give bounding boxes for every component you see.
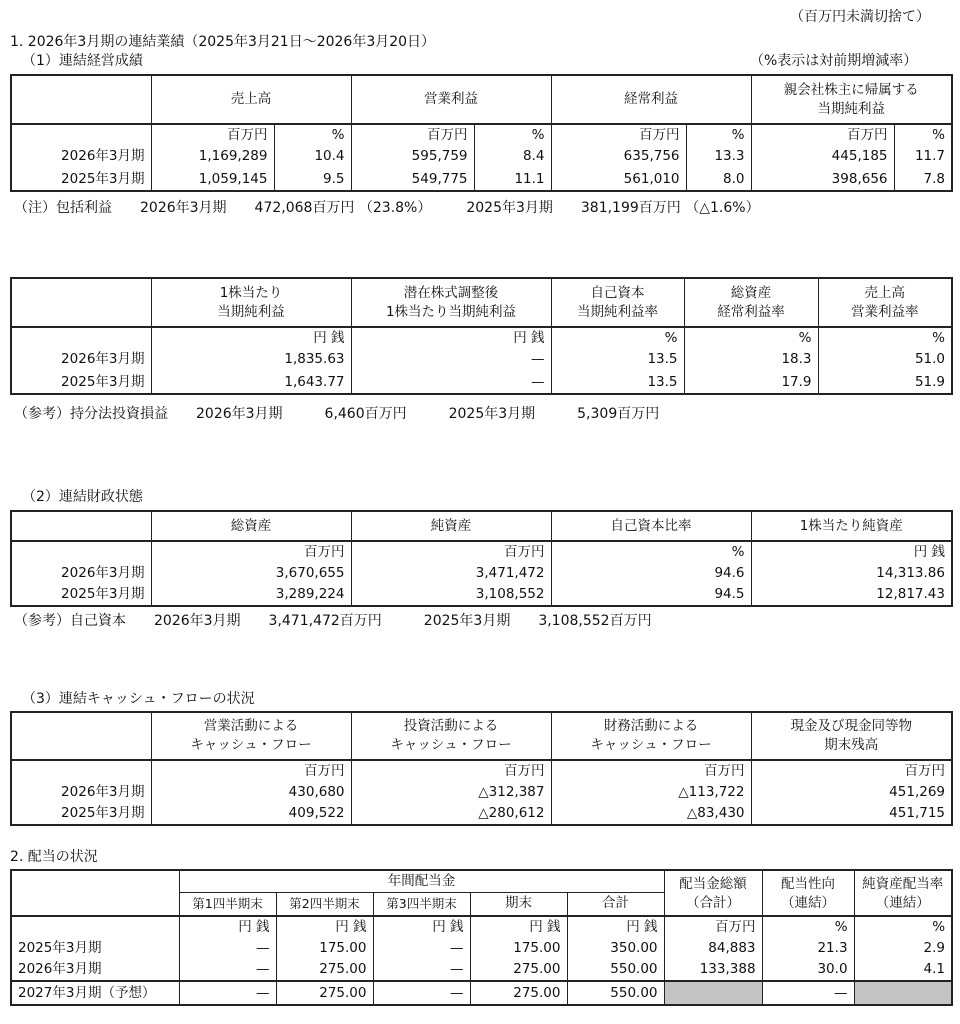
value-cell: 3,670,655 — [151, 562, 351, 584]
header-roa — [684, 278, 818, 327]
header-year-end: 期末 — [470, 892, 567, 916]
header-payout-ratio-line2: （連結） — [781, 895, 836, 911]
table-row — [11, 781, 952, 803]
value-cell: 409,522 — [151, 803, 351, 825]
unit-cell: 百万円 — [551, 760, 751, 781]
value-cell: 175.00 — [470, 937, 567, 959]
header-roa-line1: 総資産 — [730, 284, 772, 301]
value-cell: 550.00 — [567, 959, 664, 981]
equity-capital-note: （参考）自己資本 2026年3月期 3,471,472百万円 2025年3月期 3,108,552百万円 — [14, 613, 652, 629]
comprehensive-income-note: （注）包括利益 2026年3月期 472,068百万円 （23.8%） 2025年3月期 381,199百万円 （△1.6%） — [14, 200, 760, 216]
table-row — [11, 168, 952, 191]
value-cell: — — [179, 959, 276, 981]
unit-cell: % — [932, 329, 945, 346]
header-financing-cf-line1: 財務活動による — [603, 718, 699, 734]
dividend-table — [10, 869, 953, 1006]
value-cell: 1,643.77 — [151, 371, 351, 394]
s1-1-right-note: （%表示は対前期増減率） — [750, 53, 918, 69]
value-cell: — — [373, 937, 470, 959]
header-ordinary-income: 経常利益 — [551, 75, 751, 124]
header-financing-cf — [551, 712, 751, 760]
unit-cell: % — [474, 124, 551, 145]
header-investing-cf — [351, 712, 551, 760]
header-net-income — [751, 75, 952, 124]
value-cell: 21.3 — [762, 937, 854, 959]
value-cell: 275.00 — [470, 959, 567, 981]
unit-cell: 百万円 — [351, 760, 551, 781]
header-investing-cf-line1: 投資活動による — [403, 718, 499, 734]
value-cell: 11.7 — [914, 148, 945, 164]
value-cell: 94.6 — [551, 562, 751, 584]
value-cell: 11.1 — [474, 168, 551, 191]
header-blank — [11, 75, 151, 124]
value-cell: 3,289,224 — [151, 584, 351, 606]
value-cell: 10.4 — [274, 145, 351, 168]
header-blank — [11, 511, 151, 541]
value-cell: △280,612 — [351, 803, 551, 825]
unit-cell: 円 銭 — [373, 916, 470, 937]
header-payout-ratio — [762, 870, 854, 916]
value-cell: 51.9 — [914, 373, 945, 390]
value-cell: 2.9 — [923, 939, 946, 956]
value-cell: 635,756 — [551, 145, 686, 168]
value-cell: △83,430 — [551, 803, 751, 825]
table-row — [11, 562, 952, 584]
header-bps: 1株当たり純資産 — [799, 517, 903, 534]
s1-1-title: （1）連結経営成績 — [22, 53, 143, 69]
value-cell: 175.00 — [276, 937, 373, 959]
header-net-assets: 純資産 — [351, 511, 551, 541]
value-cell: 7.8 — [923, 170, 945, 187]
header-op-margin-line2: 営業利益率 — [851, 303, 919, 320]
header-eps-line1: 1株当たり — [219, 284, 283, 301]
header-dividend-on-equity — [854, 870, 952, 916]
unit-note: （百万円未満切捨て） — [790, 9, 930, 25]
unit-cell: % — [932, 918, 946, 935]
value-cell: 9.5 — [274, 168, 351, 191]
value-cell: 451,715 — [889, 805, 945, 821]
value-cell: 3,471,472 — [351, 562, 551, 584]
value-cell: 3,108,552 — [351, 584, 551, 606]
header-blank — [11, 712, 151, 760]
header-roe-line1: 自己資本 — [590, 284, 645, 301]
row-label: 2026年3月期 — [11, 562, 151, 584]
header-net-income-line2: 当期純利益 — [817, 100, 885, 117]
unit-cell: 円 銭 — [351, 327, 551, 348]
value-cell: 275.00 — [470, 981, 567, 1005]
shaded-cell — [664, 981, 762, 1005]
header-op-margin — [818, 278, 952, 327]
value-cell: 1,169,289 — [151, 145, 274, 168]
header-eps — [151, 278, 351, 327]
table-row — [11, 348, 952, 371]
value-cell: 595,759 — [351, 145, 474, 168]
equity-method-note: （参考）持分法投資損益 2026年3月期 6,460百万円 2025年3月期 5,309百万円 — [14, 406, 660, 422]
shaded-cell — [854, 981, 952, 1005]
cash-flow-table — [10, 711, 953, 826]
unit-cell: % — [932, 126, 945, 143]
header-investing-cf-line2: キャッシュ・フロー — [390, 737, 512, 753]
header-q3: 第3四半期末 — [373, 892, 470, 916]
value-cell: 18.3 — [684, 348, 818, 371]
value-cell: 4.1 — [923, 961, 946, 977]
header-operating-cf-line1: 営業活動による — [203, 718, 299, 734]
value-cell: — — [762, 981, 854, 1005]
table-row — [11, 371, 952, 394]
value-cell: 12,817.43 — [876, 586, 945, 602]
value-cell: 17.9 — [684, 371, 818, 394]
row-label: 2025年3月期 — [11, 584, 151, 606]
header-roa-line2: 経常利益率 — [717, 303, 785, 320]
unit-cell: 百万円 — [664, 916, 762, 937]
row-label: 2026年3月期 — [11, 781, 151, 803]
header-net-income-line1: 親会社株主に帰属する — [783, 81, 919, 98]
header-dividend-on-equity-line1: 純資産配当率 — [862, 876, 944, 892]
unit-cell: % — [274, 124, 351, 145]
value-cell: — — [179, 937, 276, 959]
value-cell: 549,775 — [351, 168, 474, 191]
financial-position-table — [10, 510, 953, 607]
value-cell: — — [373, 959, 470, 981]
value-cell: 8.4 — [474, 145, 551, 168]
value-cell: △312,387 — [351, 781, 551, 803]
header-financing-cf-line2: キャッシュ・フロー — [590, 737, 712, 753]
value-cell: 14,313.86 — [876, 564, 945, 581]
header-total-dividend-line2: （合計） — [686, 895, 741, 911]
value-cell: △113,722 — [551, 781, 751, 803]
header-cash-balance — [751, 712, 952, 760]
header-blank — [11, 278, 151, 327]
unit-cell: 円 銭 — [470, 916, 567, 937]
header-diluted-eps-line2: 1株当たり当期純利益 — [385, 303, 517, 320]
header-cash-balance-line1: 現金及び現金同等物 — [790, 718, 912, 734]
table-row-forecast — [11, 981, 952, 1005]
unit-cell: 円 銭 — [567, 916, 664, 937]
unit-blank — [11, 541, 151, 562]
header-q1: 第1四半期末 — [179, 892, 276, 916]
value-cell: — — [351, 371, 551, 394]
table-row — [11, 803, 952, 825]
header-sales: 売上高 — [151, 75, 351, 124]
value-cell: 275.00 — [276, 981, 373, 1005]
unit-cell: 百万円 — [351, 541, 551, 562]
unit-cell: 円 銭 — [913, 543, 945, 560]
header-cash-balance-line2: 期末残高 — [824, 737, 879, 753]
unit-cell: % — [762, 916, 854, 937]
row-label: 2026年3月期 — [11, 145, 151, 168]
value-cell: 1,835.63 — [151, 348, 351, 371]
header-total-assets: 総資産 — [151, 511, 351, 541]
unit-blank — [11, 916, 179, 937]
header-annual-dividend: 年間配当金 — [179, 870, 664, 892]
header-operating-income: 営業利益 — [351, 75, 551, 124]
header-total-dividend — [664, 870, 762, 916]
header-op-margin-line1: 売上高 — [864, 284, 905, 301]
unit-cell: 百万円 — [551, 124, 686, 145]
value-cell: 561,010 — [551, 168, 686, 191]
unit-cell: % — [684, 327, 818, 348]
header-diluted-eps-line1: 潜在株式調整後 — [403, 284, 499, 301]
unit-cell: 百万円 — [151, 760, 351, 781]
row-label: 2025年3月期 — [11, 168, 151, 191]
value-cell: 84,883 — [664, 937, 762, 959]
s1-3-title: （3）連結キャッシュ・フローの状況 — [22, 691, 255, 707]
header-operating-cf-line2: キャッシュ・フロー — [190, 737, 312, 753]
row-label: 2026年3月期 — [11, 959, 179, 981]
unit-cell: % — [686, 124, 751, 145]
unit-cell: 百万円 — [351, 124, 474, 145]
value-cell: — — [351, 348, 551, 371]
value-cell: 51.0 — [914, 351, 945, 367]
row-label: 2026年3月期 — [11, 348, 151, 371]
row-label: 2025年3月期 — [11, 371, 151, 394]
unit-cell: 百万円 — [151, 124, 274, 145]
value-cell: 350.00 — [567, 937, 664, 959]
value-cell: 8.0 — [686, 168, 751, 191]
value-cell: 445,185 — [751, 145, 894, 168]
table-row — [11, 959, 952, 981]
header-blank — [11, 870, 179, 916]
value-cell: — — [179, 981, 276, 1005]
s1-2-title: （2）連結財政状態 — [22, 489, 143, 505]
value-cell: 13.5 — [551, 371, 684, 394]
value-cell: 13.5 — [551, 348, 684, 371]
section2-title: 2. 配当の状況 — [10, 849, 98, 865]
header-operating-cf — [151, 712, 351, 760]
unit-cell: 百万円 — [904, 762, 945, 779]
value-cell: 94.5 — [551, 584, 751, 606]
value-cell: 430,680 — [151, 781, 351, 803]
unit-cell: 百万円 — [751, 124, 894, 145]
header-q2: 第2四半期末 — [276, 892, 373, 916]
value-cell: — — [373, 981, 470, 1005]
section1-title: 1. 2026年3月期の連結業績（2025年3月21日～2026年3月20日） — [10, 34, 436, 50]
row-label: 2025年3月期 — [11, 937, 179, 959]
value-cell: 398,656 — [751, 168, 894, 191]
header-total: 合計 — [567, 892, 664, 916]
value-cell: 275.00 — [276, 959, 373, 981]
unit-blank — [11, 760, 151, 781]
header-eps-line2: 当期純利益 — [217, 303, 285, 320]
row-label: 2025年3月期 — [11, 803, 151, 825]
row-label: 2027年3月期（予想） — [11, 981, 179, 1005]
header-dividend-on-equity-line2: （連結） — [875, 895, 930, 911]
unit-cell: % — [551, 327, 684, 348]
value-cell: 550.00 — [567, 981, 664, 1005]
header-diluted-eps — [351, 278, 551, 327]
header-roe — [551, 278, 684, 327]
header-payout-ratio-line1: 配当性向 — [781, 876, 836, 892]
unit-cell: % — [551, 541, 751, 562]
unit-cell: 円 銭 — [151, 327, 351, 348]
table-row — [11, 584, 952, 606]
operating-results-table — [10, 74, 953, 192]
unit-cell: 百万円 — [151, 541, 351, 562]
header-equity-ratio: 自己資本比率 — [551, 511, 751, 541]
table-row — [11, 145, 952, 168]
value-cell: 133,388 — [664, 959, 762, 981]
unit-blank — [11, 124, 151, 145]
per-share-table — [10, 277, 953, 395]
value-cell: 1,059,145 — [151, 168, 274, 191]
unit-cell: 円 銭 — [179, 916, 276, 937]
table-row — [11, 937, 952, 959]
unit-cell: 円 銭 — [276, 916, 373, 937]
value-cell: 451,269 — [889, 783, 945, 800]
value-cell: 13.3 — [686, 145, 751, 168]
unit-blank — [11, 327, 151, 348]
header-total-dividend-line1: 配当金総額 — [679, 876, 747, 892]
value-cell: 30.0 — [762, 959, 854, 981]
header-roe-line2: 当期純利益率 — [577, 303, 658, 320]
